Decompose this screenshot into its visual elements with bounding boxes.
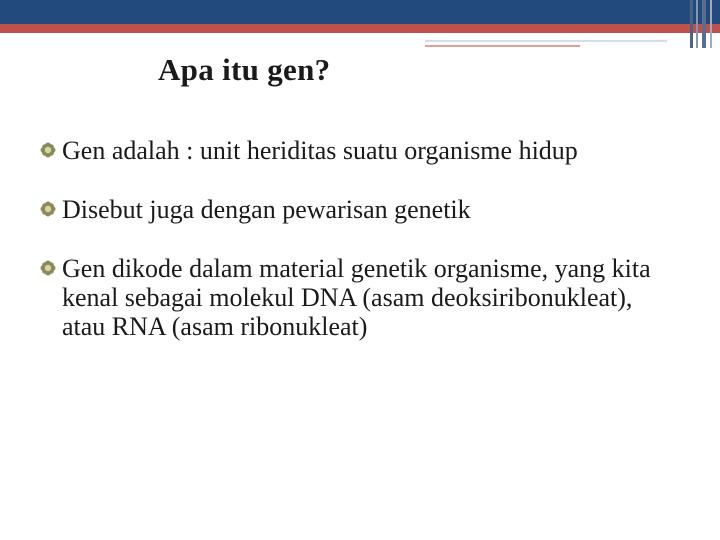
flower-bullet-icon bbox=[40, 260, 56, 276]
flower-bullet-icon bbox=[40, 142, 56, 158]
bullet-item bbox=[36, 195, 676, 224]
bullet-list bbox=[36, 136, 676, 341]
slide-title: Apa itu gen? bbox=[158, 52, 331, 87]
header-accent-line-red bbox=[425, 45, 580, 47]
bullet-text: Gen dikode dalam material genetik organisme, yang kita kenal sebagai molekul DNA (asam deoksiribonukleat), atau RNA (asam ribonukleat) bbox=[62, 254, 651, 341]
bullet-text: Gen adalah : unit heriditas suatu organisme hidup bbox=[62, 136, 578, 165]
header-band-blue bbox=[0, 0, 720, 24]
header-accent-line bbox=[425, 40, 667, 42]
bullet-item bbox=[36, 136, 676, 165]
flower-bullet-icon bbox=[40, 201, 56, 217]
bullet-item bbox=[36, 254, 676, 341]
bullet-text: Disebut juga dengan pewarisan genetik bbox=[62, 195, 471, 224]
header-vertical-bars bbox=[690, 0, 720, 48]
header-band-red bbox=[0, 24, 720, 33]
